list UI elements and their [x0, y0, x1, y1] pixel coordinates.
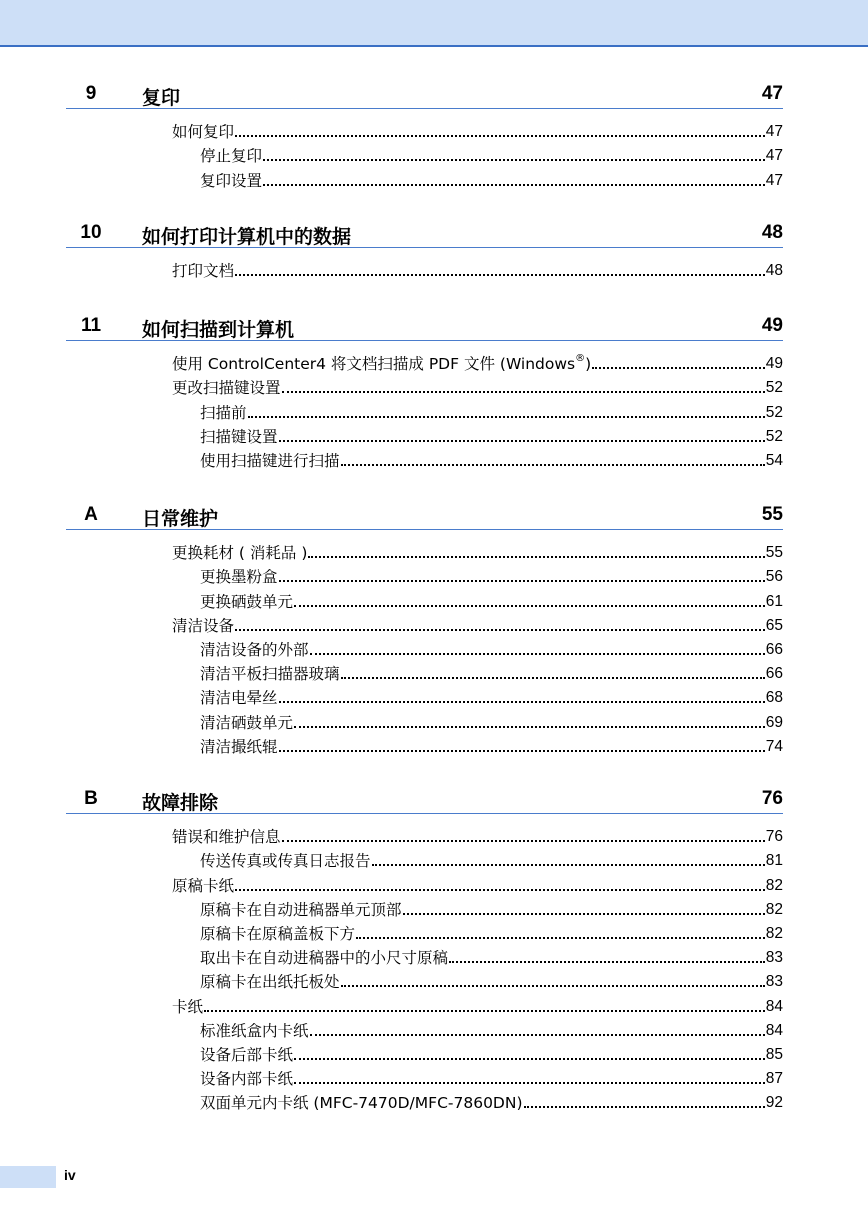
chapter-heading[interactable] — [66, 787, 783, 814]
toc-entry-text: 更换硒鼓单元 — [200, 592, 294, 611]
footer-page-number: iv — [64, 1167, 76, 1183]
toc-entry-page: 52 — [765, 403, 783, 421]
dot-leader — [235, 629, 765, 631]
toc-entry-text: 错误和维护信息 — [172, 828, 281, 847]
toc-entry[interactable] — [66, 118, 783, 142]
chapter-page-number: 76 — [761, 788, 783, 809]
toc-entry-text: 更改扫描键设置 — [172, 379, 281, 398]
toc-entry[interactable] — [66, 257, 783, 281]
toc-entry-label — [200, 948, 448, 968]
dot-leader — [279, 580, 765, 582]
dot-leader — [263, 159, 765, 161]
toc-subentry[interactable] — [66, 166, 783, 190]
toc-entry-label — [172, 378, 281, 398]
chapter-section — [66, 221, 783, 281]
toc-entry-label — [172, 616, 234, 636]
dot-leader — [235, 889, 765, 891]
chapter-number: B — [84, 788, 98, 809]
toc-entry-page: 83 — [765, 973, 783, 991]
toc-entry-label — [200, 688, 278, 708]
toc-subentry[interactable] — [66, 398, 783, 422]
toc-entry-list — [66, 257, 783, 281]
chapter-page-number: 49 — [761, 315, 783, 336]
toc-entry-label — [200, 664, 340, 684]
toc-subentry[interactable] — [66, 684, 783, 708]
toc-entry-page: 47 — [765, 123, 783, 141]
dot-leader — [294, 605, 765, 607]
toc-subentry[interactable] — [66, 896, 783, 920]
dot-leader — [341, 464, 765, 466]
toc-entry-text: 标准纸盒内卡纸 — [200, 1021, 309, 1040]
toc-entry-page: 83 — [765, 949, 783, 967]
toc-entry-page: 84 — [765, 997, 783, 1015]
chapter-heading[interactable] — [66, 82, 783, 109]
toc-entry-text: 使用扫描键进行扫描 — [200, 451, 340, 470]
toc-entry-label — [200, 737, 278, 757]
toc-subentry[interactable] — [66, 1041, 783, 1065]
toc-subentry[interactable] — [66, 708, 783, 732]
toc-entry-label — [200, 713, 293, 733]
dot-leader — [308, 556, 764, 558]
chapter-heading[interactable] — [66, 503, 783, 530]
toc-entry-page: 66 — [765, 665, 783, 683]
toc-entry-page: 87 — [765, 1070, 783, 1088]
toc-entry-text: 清洁硒鼓单元 — [200, 713, 294, 732]
toc-entry-label — [200, 592, 293, 612]
dot-leader — [341, 677, 765, 679]
toc-entry-label — [172, 876, 234, 896]
toc-entry-label — [172, 827, 281, 847]
toc-entry-text: 扫描键设置 — [200, 427, 278, 446]
chapter-title: 如何扫描到计算机 — [142, 319, 295, 341]
chapter-number: 11 — [80, 315, 102, 336]
toc-entry-text: 设备内部卡纸 — [200, 1070, 294, 1089]
toc-entry-label — [200, 1069, 293, 1089]
toc-entry-text: 传送传真或传真日志报告 — [200, 852, 371, 871]
dot-leader — [294, 726, 765, 728]
chapter-title: 如何打印计算机中的数据 — [142, 226, 352, 248]
chapter-number: A — [84, 504, 98, 525]
toc-entry-label — [172, 354, 591, 374]
dot-leader — [282, 391, 765, 393]
chapter-page-number: 47 — [761, 83, 783, 104]
chapter-title: 故障排除 — [142, 792, 219, 814]
toc-entry-text: 停止复印 — [200, 147, 263, 166]
toc-entry-label — [200, 403, 247, 423]
toc-entry-label — [200, 567, 278, 587]
toc-subentry[interactable] — [66, 587, 783, 611]
toc-subentry[interactable] — [66, 660, 783, 684]
toc-entry[interactable] — [66, 539, 783, 563]
toc-entry[interactable] — [66, 612, 783, 636]
chapter-page-number: 48 — [761, 222, 783, 243]
dot-leader — [372, 864, 765, 866]
chapter-title: 复印 — [142, 87, 181, 109]
toc-subentry[interactable] — [66, 423, 783, 447]
toc-entry-page: 47 — [765, 171, 783, 189]
toc-entry-page: 49 — [765, 355, 783, 373]
toc-entry-label — [200, 1045, 293, 1065]
dot-leader — [263, 184, 765, 186]
toc-entry-page: 92 — [765, 1094, 783, 1112]
toc-subentry[interactable] — [66, 563, 783, 587]
toc-subentry[interactable] — [66, 847, 783, 871]
dot-leader — [248, 416, 765, 418]
toc-entry-text: 清洁平板扫描器玻璃 — [200, 665, 340, 684]
toc-entry-text: 清洁设备的外部 — [200, 640, 309, 659]
toc-entry-page: 82 — [765, 900, 783, 918]
dot-leader — [403, 913, 765, 915]
dot-leader — [524, 1106, 765, 1108]
toc-entry-text: 取出卡在自动进稿器中的小尺寸原稿 — [200, 949, 449, 968]
toc-entry-text: 更换耗材 ( 消耗品 ) — [172, 544, 308, 563]
toc-entry-page: 48 — [765, 262, 783, 280]
toc-entry-text: 扫描前 — [200, 403, 247, 422]
toc-subentry[interactable] — [66, 636, 783, 660]
toc-entry-page: 76 — [765, 828, 783, 846]
toc-entry-text: 打印文档 — [172, 262, 235, 281]
page-header-band — [0, 0, 868, 47]
dot-leader — [356, 937, 765, 939]
toc-entry-page: 52 — [765, 427, 783, 445]
chapter-heading[interactable] — [66, 314, 783, 341]
toc-entry-page: 69 — [765, 713, 783, 731]
toc-entry-text: 原稿卡在自动进稿器单元顶部 — [200, 900, 402, 919]
toc-entry-page: 74 — [765, 737, 783, 755]
chapter-section — [66, 503, 783, 757]
toc-subentry[interactable] — [66, 1065, 783, 1089]
toc-entry-label — [200, 1021, 309, 1041]
toc-entry-text: 原稿卡纸 — [172, 876, 235, 895]
toc-entry-text: 清洁设备 — [172, 616, 235, 635]
toc-subentry[interactable] — [66, 920, 783, 944]
toc-entry-text: 原稿卡在出纸托板处 — [200, 973, 340, 992]
toc-entry-page: 65 — [765, 616, 783, 634]
toc-subentry[interactable] — [66, 1089, 783, 1113]
toc-entry-text: 原稿卡在原稿盖板下方 — [200, 924, 356, 943]
footer-band — [0, 1166, 56, 1188]
chapter-number: 10 — [80, 222, 102, 243]
toc-entry-text: 如何复印 — [172, 123, 235, 142]
chapter-title: 日常维护 — [142, 508, 219, 530]
toc-entry[interactable] — [66, 871, 783, 895]
dot-leader — [341, 985, 765, 987]
toc-entry-label — [172, 261, 234, 281]
dot-leader — [279, 750, 765, 752]
toc-entry-list — [66, 539, 783, 757]
toc-subentry[interactable] — [66, 1017, 783, 1041]
toc-entry[interactable] — [66, 823, 783, 847]
toc-entry-page: 84 — [765, 1021, 783, 1039]
toc-entry-page: 85 — [765, 1045, 783, 1063]
toc-entry-page: 55 — [765, 544, 783, 562]
toc-entry-label — [172, 997, 203, 1017]
registered-mark: ® — [575, 353, 586, 365]
chapter-heading[interactable] — [66, 221, 783, 248]
toc-entry-text: 更换墨粉盒 — [200, 568, 278, 587]
toc-subentry[interactable] — [66, 944, 783, 968]
toc-entry-page: 81 — [765, 852, 783, 870]
toc-subentry[interactable] — [66, 968, 783, 992]
toc-entry-text: 双面单元内卡纸 (MFC-7470D/MFC-7860DN) — [200, 1094, 523, 1113]
toc-entry-text: 复印设置 — [200, 171, 263, 190]
chapter-section — [66, 82, 783, 191]
dot-leader — [235, 274, 765, 276]
toc-entry-page: 54 — [765, 451, 783, 469]
toc-entry-page: 56 — [765, 568, 783, 586]
chapter-page-number: 55 — [761, 504, 783, 525]
toc-entry-label — [200, 427, 278, 447]
toc-entry-text: 设备后部卡纸 — [200, 1045, 294, 1064]
dot-leader — [279, 440, 765, 442]
chapter-section — [66, 787, 783, 1113]
dot-leader — [279, 701, 765, 703]
toc-entry-label — [200, 1093, 523, 1113]
toc-entry-text-suffix: ) — [585, 355, 592, 374]
toc-entry-text: 清洁电晕丝 — [200, 689, 278, 708]
toc-entry-page: 61 — [765, 592, 783, 610]
toc-entry-page: 52 — [765, 379, 783, 397]
toc-entry-page: 47 — [765, 147, 783, 165]
toc-entry-label — [200, 451, 340, 471]
toc-entry-page: 82 — [765, 924, 783, 942]
toc-subentry[interactable] — [66, 142, 783, 166]
toc-entry-label — [172, 122, 234, 142]
toc-entry-text: 清洁撮纸辊 — [200, 737, 278, 756]
toc-entry-label — [172, 543, 307, 563]
toc-entry-list — [66, 118, 783, 191]
dot-leader — [592, 367, 765, 369]
toc-entry-text: 使用 ControlCenter4 将文档扫描成 PDF 文件 (Windows — [172, 355, 576, 374]
toc-entry[interactable] — [66, 374, 783, 398]
toc-entry-label — [200, 924, 355, 944]
toc-entry-page: 66 — [765, 640, 783, 658]
toc-entry-page: 82 — [765, 876, 783, 894]
dot-leader — [310, 1034, 765, 1036]
toc-entry[interactable] — [66, 992, 783, 1016]
toc-entry-list — [66, 823, 783, 1113]
dot-leader — [294, 1082, 765, 1084]
dot-leader — [204, 1010, 765, 1012]
chapter-section — [66, 314, 783, 471]
toc-subentry[interactable] — [66, 733, 783, 757]
toc-entry[interactable] — [66, 350, 783, 374]
toc-subentry[interactable] — [66, 447, 783, 471]
toc-entry-label — [200, 640, 309, 660]
chapter-number: 9 — [85, 83, 97, 104]
dot-leader — [294, 1058, 765, 1060]
toc-entry-label — [200, 972, 340, 992]
toc-entry-list — [66, 350, 783, 471]
toc-entry-label — [200, 900, 402, 920]
toc-entry-page: 68 — [765, 689, 783, 707]
dot-leader — [310, 653, 765, 655]
dot-leader — [449, 961, 765, 963]
toc-entry-label — [200, 146, 262, 166]
toc-entry-label — [200, 171, 262, 191]
dot-leader — [282, 840, 765, 842]
toc-entry-label — [200, 851, 371, 871]
dot-leader — [235, 135, 765, 137]
toc-entry-text: 卡纸 — [172, 997, 204, 1016]
